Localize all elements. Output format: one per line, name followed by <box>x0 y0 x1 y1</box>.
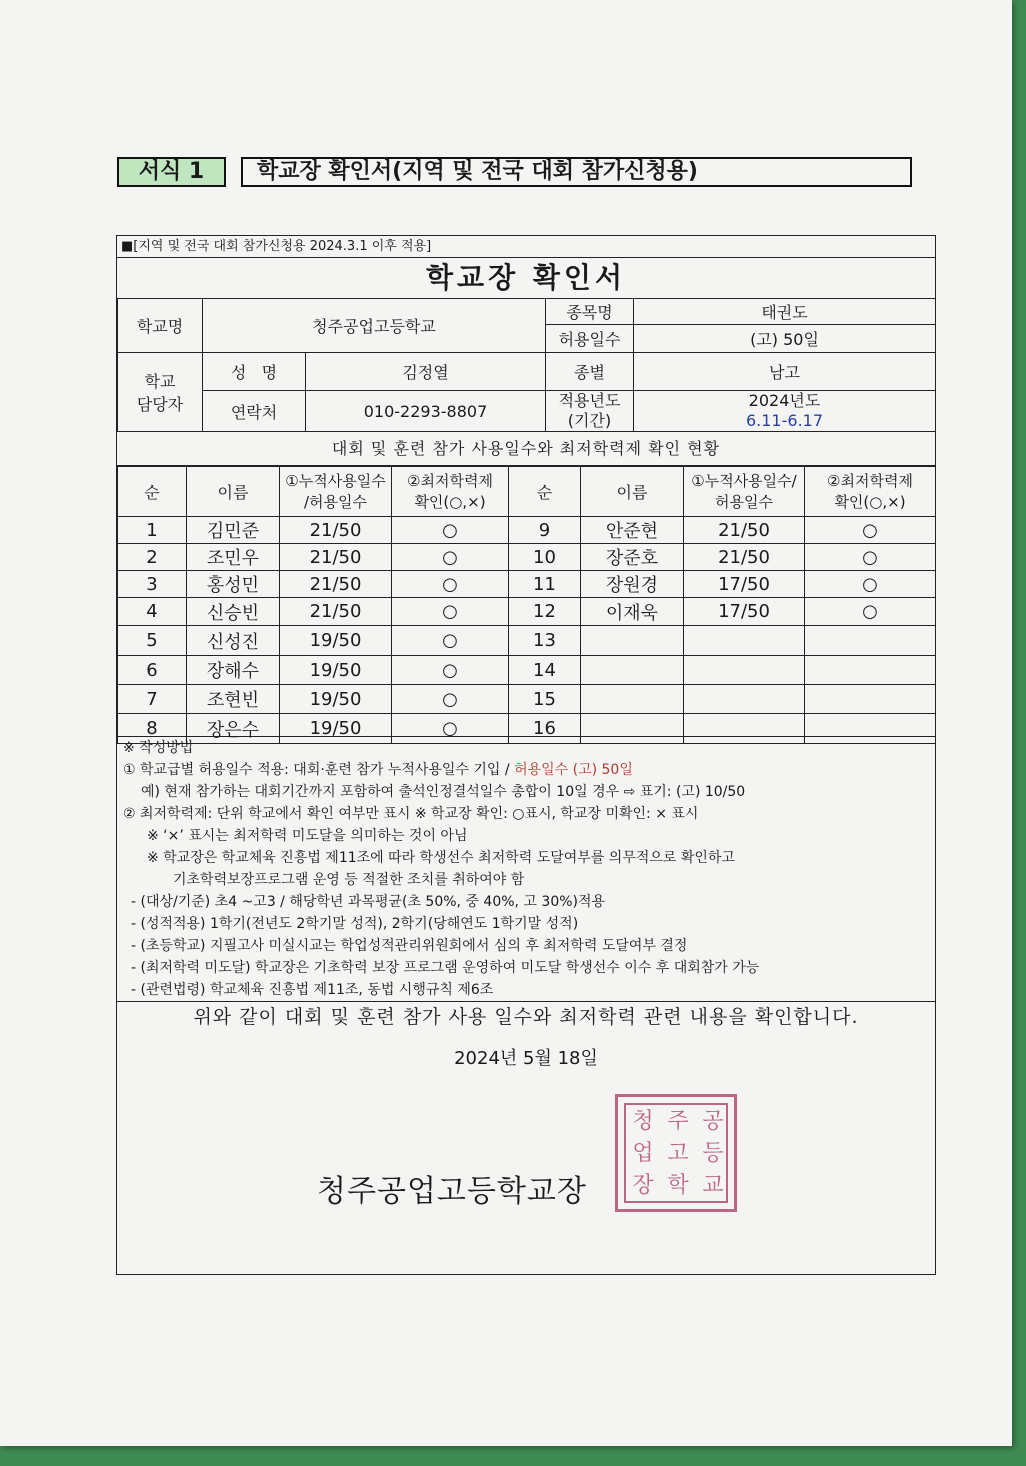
min-academic-check: ○ <box>392 517 509 544</box>
note-7: - (대상/기준) 초4 ~고3 / 해당학년 과목평균(초 50%, 중 40%, 고 30%)적용 <box>131 894 606 910</box>
note-2: 예) 현재 참가하는 대회기간까지 포함하여 출석인정결석일수 총합이 10일 경우 ⇨ 표기: (고) 10/50 <box>141 784 746 800</box>
athlete-name: 신승빈 <box>187 598 280 626</box>
applied-year: 2024년도 <box>748 391 821 410</box>
applied-year-value <box>634 391 936 432</box>
col-header-days-line1: ①누적사용일수 <box>285 471 386 490</box>
row-number: 7 <box>118 685 187 714</box>
table-row <box>118 656 936 685</box>
note-4: ※ ‘×’ 표시는 최저학력 미도달을 의미하는 것이 아님 <box>147 828 468 844</box>
applied-period: 6.11-6.17 <box>745 411 824 430</box>
min-academic-check <box>805 685 936 714</box>
row-number: 3 <box>118 571 187 598</box>
document-title: 학교장 확인서 <box>425 261 627 294</box>
days-used <box>684 656 805 685</box>
allowed-days-label: 허용일수 <box>546 325 634 353</box>
table-row <box>118 544 936 571</box>
table-row <box>118 685 936 714</box>
athlete-name: 신성진 <box>187 626 280 656</box>
row-number: 11 <box>509 571 581 598</box>
col-header-name: 이름 <box>187 467 280 517</box>
contact-value: 010-2293-8807 <box>306 391 546 432</box>
row-number: 12 <box>509 598 581 626</box>
col-header-name-right: 이름 <box>581 467 684 517</box>
school-name-value: 청주공업고등학교 <box>203 299 546 353</box>
athlete-name: 김민준 <box>187 517 280 544</box>
form-number-tag: 서식 1 <box>117 157 226 187</box>
seal-glyph: 업 <box>632 1141 654 1166</box>
col-header-days <box>280 467 392 517</box>
col-header-days-line2: /허용일수 <box>303 492 367 511</box>
note-3: ② 최저학력제: 단위 학교에서 확인 여부만 표시 ※ 학교장 확인: ○표시, 학교장 미확인: × 표시 <box>123 806 699 822</box>
event-label: 종목명 <box>546 299 634 325</box>
athlete-name: 장준호 <box>581 544 684 571</box>
col-header-days-right-line2: 허용일수 <box>715 492 773 511</box>
note-8: - (성적적용) 1학기(전년도 2학기말 성적), 2학기(당해연도 1학기말 성적) <box>131 916 579 932</box>
row-number: 6 <box>118 656 187 685</box>
seal-glyph: 청 <box>632 1109 654 1134</box>
official-seal <box>615 1094 737 1212</box>
school-name-label: 학교명 <box>118 299 203 353</box>
days-used: 19/50 <box>280 714 392 744</box>
row-number: 4 <box>118 598 187 626</box>
days-used <box>684 626 805 656</box>
school-staff-label <box>118 353 203 432</box>
notes-heading: ※ 작성방법 <box>123 740 194 756</box>
row-number: 1 <box>118 517 187 544</box>
col-header-no: 순 <box>118 467 187 517</box>
col-header-days-right-line1: ①누적사용일수/ <box>691 471 797 490</box>
seal-glyph: 장 <box>632 1173 654 1198</box>
row-number: 2 <box>118 544 187 571</box>
note-11: - (관련법령) 학교체육 진흥법 제11조, 동법 시행규칙 제6조 <box>131 982 494 998</box>
days-used: 19/50 <box>280 626 392 656</box>
row-number: 14 <box>509 656 581 685</box>
staff-label-line1: 학교 <box>144 372 176 391</box>
progress-section-title: 대회 및 훈련 참가 사용일수와 최저학력제 확인 현황 <box>117 431 935 466</box>
seal-glyph: 고 <box>667 1141 689 1166</box>
col-header-check-right <box>805 467 936 517</box>
seal-glyph: 주 <box>667 1109 689 1134</box>
seal-glyph: 교 <box>702 1173 724 1198</box>
note-9: - (초등학교) 지필고사 미실시교는 학업성적관리위원회에서 심의 후 최저학력 도달여부 결정 <box>131 938 688 954</box>
col-header-check-right-line2: 확인(○,×) <box>834 492 906 511</box>
row-number: 5 <box>118 626 187 656</box>
athlete-name: 장은수 <box>187 714 280 744</box>
col-header-no-right: 순 <box>509 467 581 517</box>
col-header-check-line2: 확인(○,×) <box>414 492 486 511</box>
staff-name-value: 김정열 <box>306 353 546 391</box>
row-number: 8 <box>118 714 187 744</box>
days-used: 21/50 <box>280 517 392 544</box>
days-used: 21/50 <box>684 517 805 544</box>
confirmation-form <box>116 235 936 1275</box>
days-used <box>684 685 805 714</box>
allowed-days-value: (고) 50일 <box>634 325 936 353</box>
school-info-table <box>117 298 936 432</box>
row-number: 15 <box>509 685 581 714</box>
min-academic-check: ○ <box>392 685 509 714</box>
applicability-note: ■[지역 및 전국 대회 참가신청용 2024.3.1 이후 적용] <box>117 236 935 258</box>
seal-glyph: 등 <box>702 1141 724 1166</box>
category-value: 남고 <box>634 353 936 391</box>
category-label: 종별 <box>546 353 634 391</box>
athlete-name: 홍성민 <box>187 571 280 598</box>
min-academic-check: ○ <box>392 598 509 626</box>
athlete-name <box>581 626 684 656</box>
note-6: 기초학력보장프로그램 운영 등 적절한 조치를 취하여야 함 <box>173 872 525 888</box>
note-1-text: ① 학교급별 허용일수 적용: 대회·훈련 참가 누적사용일수 기입 / <box>123 762 510 778</box>
days-used: 17/50 <box>684 598 805 626</box>
min-academic-check: ○ <box>392 626 509 656</box>
athlete-name <box>581 656 684 685</box>
days-used: 21/50 <box>280 544 392 571</box>
days-used: 19/50 <box>280 685 392 714</box>
table-row <box>118 571 936 598</box>
note-10: - (최저학력 미도달) 학교장은 기초학력 보장 프로그램 운영하여 미도달 학생선수 이수 후 대회참가 가능 <box>131 960 760 976</box>
staff-name-label: 성 명 <box>203 353 306 391</box>
table-row <box>118 626 936 656</box>
seal-glyph: 공 <box>702 1109 724 1134</box>
seal-glyph: 학 <box>667 1173 689 1198</box>
min-academic-check: ○ <box>392 714 509 744</box>
athlete-roster-table <box>117 466 936 744</box>
form-title: 학교장 확인서(지역 및 전국 대회 참가신청용) <box>241 157 912 187</box>
min-academic-check <box>805 626 936 656</box>
min-academic-check: ○ <box>805 544 936 571</box>
issue-date: 2024년 5월 18일 <box>454 1048 598 1069</box>
athlete-name: 장원경 <box>581 571 684 598</box>
confirmation-statement: 위와 같이 대회 및 훈련 참가 사용 일수와 최저학력 관련 내용을 확인합니다. <box>117 1001 935 1031</box>
writing-instructions <box>117 736 935 1001</box>
athlete-name: 조민우 <box>187 544 280 571</box>
min-academic-check: ○ <box>805 571 936 598</box>
row-number: 10 <box>509 544 581 571</box>
min-academic-check: ○ <box>392 571 509 598</box>
contact-label: 연락처 <box>203 391 306 432</box>
min-academic-check: ○ <box>805 598 936 626</box>
principal-signature-name: 청주공업고등학교장 <box>317 1174 587 1209</box>
note-1-highlight: 허용일수 (고) 50일 <box>514 762 633 778</box>
athlete-name <box>581 685 684 714</box>
row-number: 16 <box>509 714 581 744</box>
col-header-check <box>392 467 509 517</box>
col-header-days-right <box>684 467 805 517</box>
athlete-name: 이재욱 <box>581 598 684 626</box>
applied-year-label-line2: (기간) <box>567 411 612 430</box>
min-academic-check <box>805 656 936 685</box>
min-academic-check: ○ <box>392 544 509 571</box>
applied-year-label-line1: 적용년도 <box>558 391 621 410</box>
athlete-name: 조현빈 <box>187 685 280 714</box>
table-row <box>118 598 936 626</box>
col-header-check-right-line1: ②최저학력제 <box>827 471 913 490</box>
applied-year-label <box>546 391 634 432</box>
days-used: 21/50 <box>280 571 392 598</box>
min-academic-check: ○ <box>392 656 509 685</box>
days-used: 19/50 <box>280 656 392 685</box>
staff-label-line2: 담당자 <box>136 395 184 414</box>
col-header-check-line1: ②최저학력제 <box>407 471 493 490</box>
event-value: 태권도 <box>634 299 936 325</box>
note-1 <box>123 759 633 781</box>
table-row <box>118 517 936 544</box>
athlete-name: 안준현 <box>581 517 684 544</box>
days-used: 21/50 <box>684 544 805 571</box>
row-number: 13 <box>509 626 581 656</box>
days-used: 17/50 <box>684 571 805 598</box>
days-used: 21/50 <box>280 598 392 626</box>
min-academic-check: ○ <box>805 517 936 544</box>
athlete-name: 장해수 <box>187 656 280 685</box>
note-5: ※ 학교장은 학교체육 진흥법 제11조에 따라 학생선수 최저학력 도달여부를 의무적으로 확인하고 <box>147 850 735 866</box>
row-number: 9 <box>509 517 581 544</box>
